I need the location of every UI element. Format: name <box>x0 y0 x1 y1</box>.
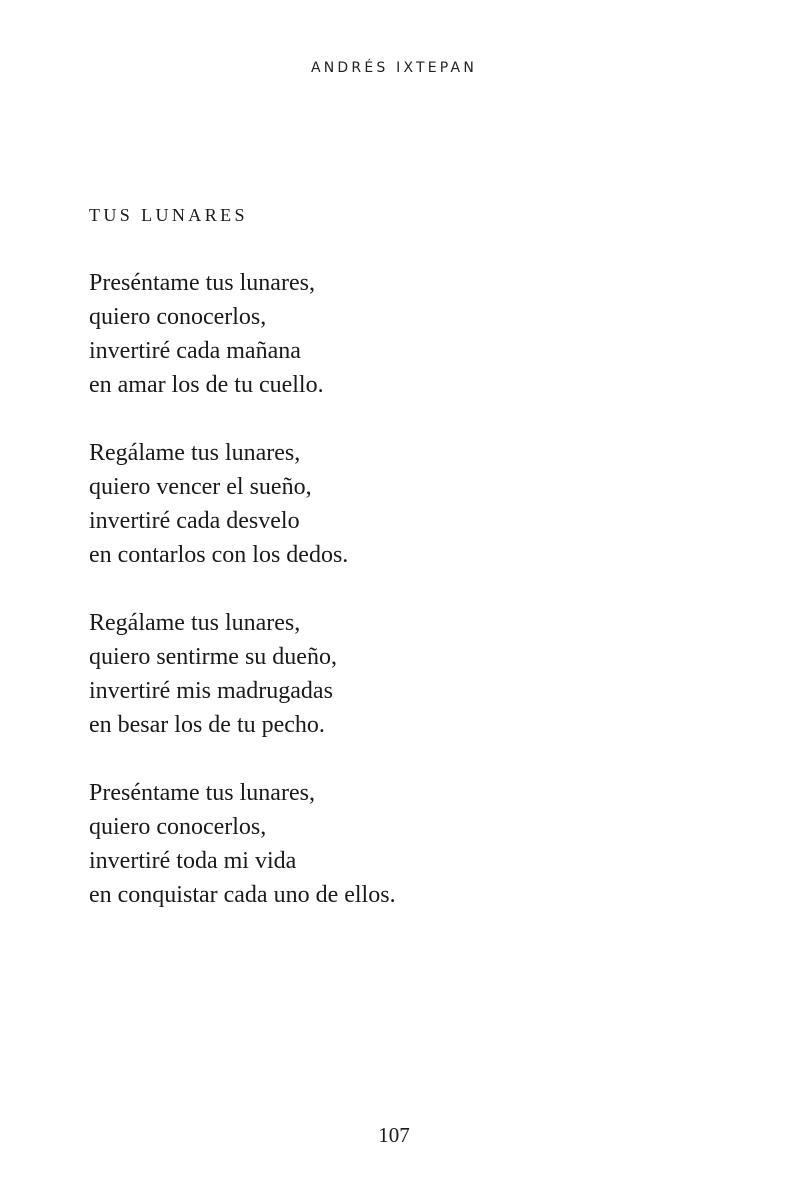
poem-line: Preséntame tus lunares, <box>89 780 315 806</box>
poem-line: invertiré cada mañana <box>89 338 301 364</box>
poem-line: invertiré toda mi vida <box>89 848 297 874</box>
poem-line: quiero sentirme su dueño, <box>89 644 337 670</box>
stanza-2 <box>89 436 709 572</box>
stanza-4 <box>89 776 709 912</box>
poem-line: en contarlos con los dedos. <box>89 542 349 568</box>
stanza-3 <box>89 606 709 742</box>
poem <box>89 200 709 946</box>
running-header-author: ANDRÉS IXTEPAN <box>310 60 477 76</box>
poem-line: Regálame tus lunares, <box>89 440 301 466</box>
poem-line: en amar los de tu cuello. <box>89 372 324 398</box>
poem-line: Regálame tus lunares, <box>89 610 301 636</box>
poem-line: Preséntame tus lunares, <box>89 270 315 296</box>
poem-line: en besar los de tu pecho. <box>89 712 325 738</box>
poem-line: quiero conocerlos, <box>89 814 267 840</box>
poem-line: invertiré mis madrugadas <box>89 678 333 704</box>
poem-line: invertiré cada desvelo <box>89 508 300 534</box>
poem-line: en conquistar cada uno de ellos. <box>89 882 396 908</box>
page-number: 107 <box>378 1123 410 1147</box>
poem-line: quiero conocerlos, <box>89 304 267 330</box>
poem-line: quiero vencer el sueño, <box>89 474 312 500</box>
poem-title: TUS LUNARES <box>89 205 248 225</box>
stanza-1 <box>89 266 709 402</box>
